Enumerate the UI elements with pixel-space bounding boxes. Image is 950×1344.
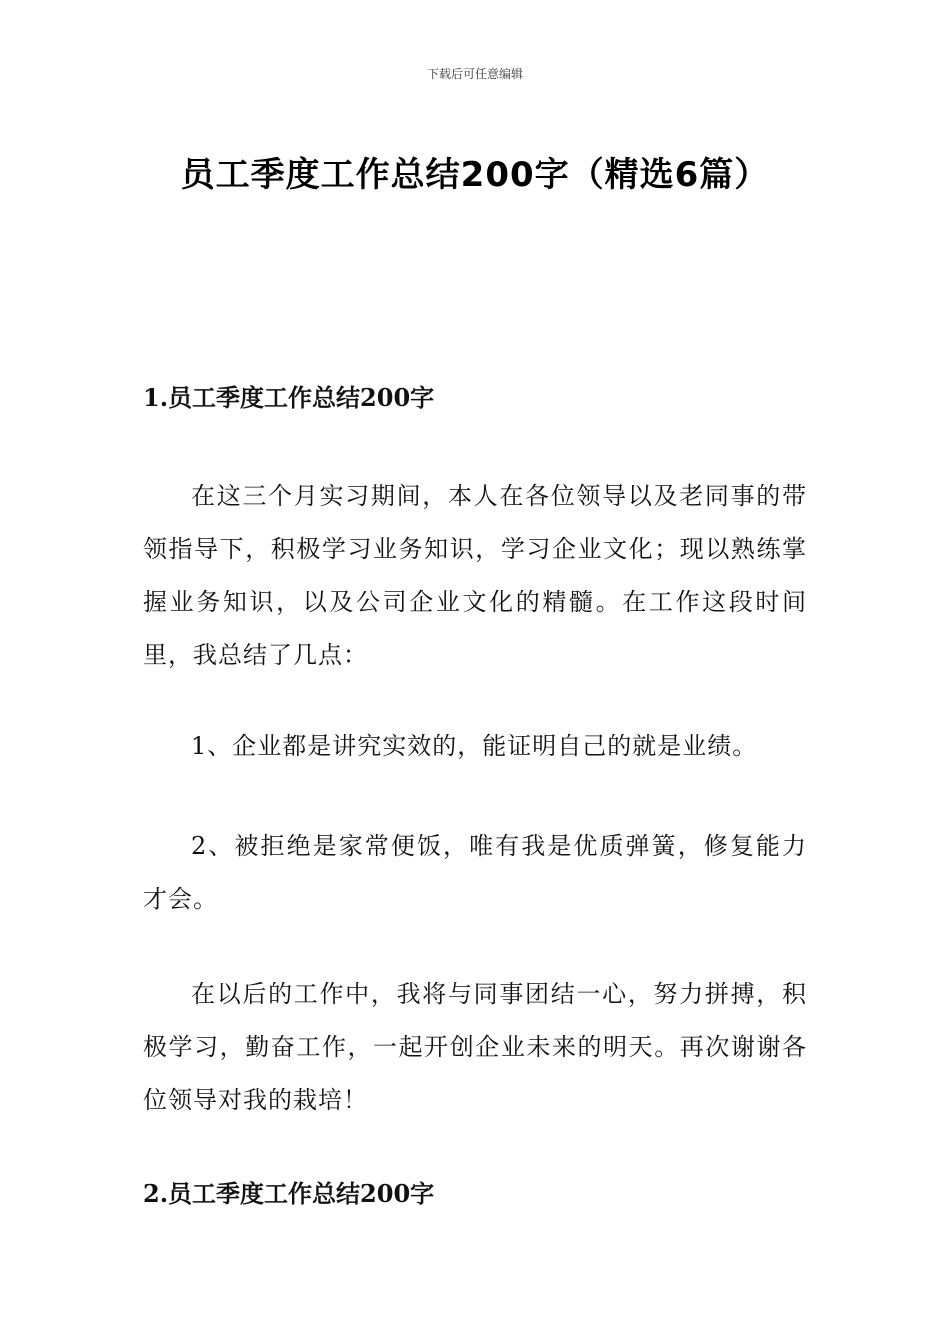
header-note: 下载后可任意编辑 bbox=[426, 67, 523, 81]
paragraph-1: 在这三个月实习期间，本人在各位领导以及老同事的带领指导下，积极学习业务知识，学习企业文化；现以熟练掌握业务知识，以及公司企业文化的精髓。在工作这段时间里，我总结了几点： bbox=[143, 482, 807, 669]
section-heading-2: 2.员工季度工作总结200字 bbox=[143, 1179, 435, 1208]
paragraph-3: 2、被拒绝是家常便饭，唯有我是优质弹簧，修复能力才会。 bbox=[143, 832, 807, 913]
paragraph-2: 1、企业都是讲究实效的，能证明自己的就是业绩。 bbox=[191, 732, 758, 760]
document-title: 员工季度工作总结200字（精选6篇） bbox=[180, 154, 770, 195]
section-heading-1: 1.员工季度工作总结200字 bbox=[143, 383, 435, 412]
paragraph-4: 在以后的工作中，我将与同事团结一心，努力拼搏，积极学习，勤奋工作，一起开创企业未来的明天。再次谢谢各位领导对我的栽培！ bbox=[143, 980, 807, 1114]
